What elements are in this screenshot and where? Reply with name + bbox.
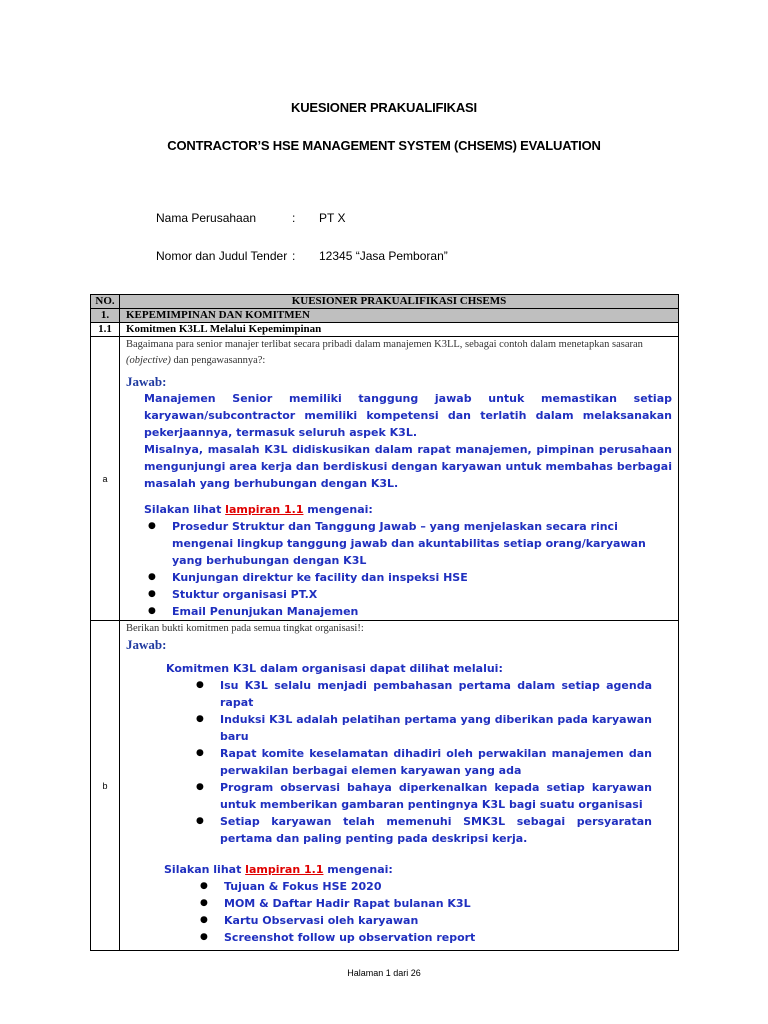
answer-b-list2: [196, 878, 672, 946]
subsection-title: Komitmen K3LL Melalui Kepemimpinan: [120, 323, 679, 337]
subsection-row: [91, 323, 679, 337]
list-item: ● Rapat komite keselamatan dihadiri oleh perwakilan manajemen dan perwakilan berbagai elemen karyawan yang ada: [192, 745, 652, 779]
page-footer: Halaman 1 dari 26: [347, 968, 421, 978]
answer-a-list: [144, 518, 672, 620]
list-item: ● Stuktur organisasi PT.X: [144, 586, 668, 603]
header-no: NO.: [91, 295, 120, 309]
list-item: ● Program observasi bahaya diperkenalkan kepada setiap karyawan untuk memberikan gambaran pentingnya K3L bagi suatu organisasi: [192, 779, 652, 813]
question-row-b: [91, 621, 679, 951]
colon: :: [292, 249, 296, 263]
answer-b-list: [192, 677, 652, 847]
question-a-no: a: [91, 337, 120, 621]
answer-a-para1: Manajemen Senior memiliki tanggung jawab untuk memastikan setiap karyawan/subcontractor memiliki kompetensi dan terlatih dalam melaksanakan pekerjaannya, termasuk seluruh aspek K3L.: [144, 392, 672, 439]
question-b-no: b: [91, 621, 120, 951]
list-item: ● Email Penunjukan Manajemen: [144, 603, 668, 620]
section-no: 1.: [91, 309, 120, 323]
header-title: KUESIONER PRAKUALIFIKASI CHSEMS: [120, 295, 679, 309]
answer-a-see: Silakan lihat lampiran 1.1 mengenai:: [144, 503, 373, 516]
tender-row: [156, 249, 556, 265]
list-item: ● Prosedur Struktur dan Tanggung Jawab – yang menjelaskan secara rinci mengenai lingkup tanggung jawab dan akuntabilitas setiap orang/karyawan yang berhubungan dengan K3L: [144, 518, 668, 569]
question-a-text: Bagaimana para senior manajer terlibat secara pribadi dalam manajemen K3LL, sebagai contoh dalam menetapkan sasaran (objective) dan pengawasannya?:: [126, 339, 643, 366]
attachment-link[interactable]: lampiran 1.1: [245, 863, 324, 876]
attachment-link[interactable]: lampiran 1.1: [225, 503, 304, 516]
list-item: ● MOM & Daftar Hadir Rapat bulanan K3L: [196, 895, 672, 912]
list-item: ● Screenshot follow up observation report: [196, 929, 672, 946]
question-b-cell: [120, 621, 679, 951]
subsection-no: 1.1: [91, 323, 120, 337]
answer-a-heading: Jawab:: [126, 374, 167, 389]
company-label: Nama Perusahaan: [156, 211, 257, 225]
question-b-text: Berikan bukti komitmen pada semua tingkat organisasi!:: [126, 623, 364, 634]
company-row: [156, 211, 556, 227]
answer-b-see: Silakan lihat lampiran 1.1 mengenai:: [164, 863, 393, 876]
document-title: KUESIONER PRAKUALIFIKASI: [291, 100, 477, 115]
section-title: KEPEMIMPINAN DAN KOMITMEN: [120, 309, 679, 323]
company-value: PT X: [319, 211, 346, 225]
list-item: ● Induksi K3L adalah pelatihan pertama yang diberikan pada karyawan baru: [192, 711, 652, 745]
document-subtitle: CONTRACTOR’S HSE MANAGEMENT SYSTEM (CHSEMS) EVALUATION: [167, 138, 601, 153]
question-row-a: [91, 337, 679, 621]
questionnaire-table: [90, 294, 679, 951]
answer-a-para2: Misalnya, masalah K3L didiskusikan dalam rapat manajemen, pimpinan perusahaan mengunjungi area kerja dan berdiskusi dengan karyawan untuk membahas berbagai masalah yang berhubungan dengan K3L.: [144, 443, 672, 490]
question-a-cell: [120, 337, 679, 621]
answer-b-heading: Jawab:: [126, 637, 167, 652]
table-header-row: [91, 295, 679, 309]
list-item: ● Isu K3L selalu menjadi pembahasan pertama dalam setiap agenda rapat: [192, 677, 652, 711]
list-item: ● Tujuan & Fokus HSE 2020: [196, 878, 672, 895]
tender-label: Nomor dan Judul Tender: [156, 249, 288, 263]
section-row: [91, 309, 679, 323]
list-item: ● Setiap karyawan telah memenuhi SMK3L sebagai persyaratan pertama dan paling penting pada deskripsi kerja.: [192, 813, 652, 847]
list-item: ● Kartu Observasi oleh karyawan: [196, 912, 672, 929]
tender-value: 12345 “Jasa Pemboran”: [319, 249, 448, 263]
list-item: ● Kunjungan direktur ke facility dan inspeksi HSE: [144, 569, 668, 586]
answer-b-intro: Komitmen K3L dalam organisasi dapat dilihat melalui:: [166, 662, 503, 675]
colon: :: [292, 211, 296, 225]
